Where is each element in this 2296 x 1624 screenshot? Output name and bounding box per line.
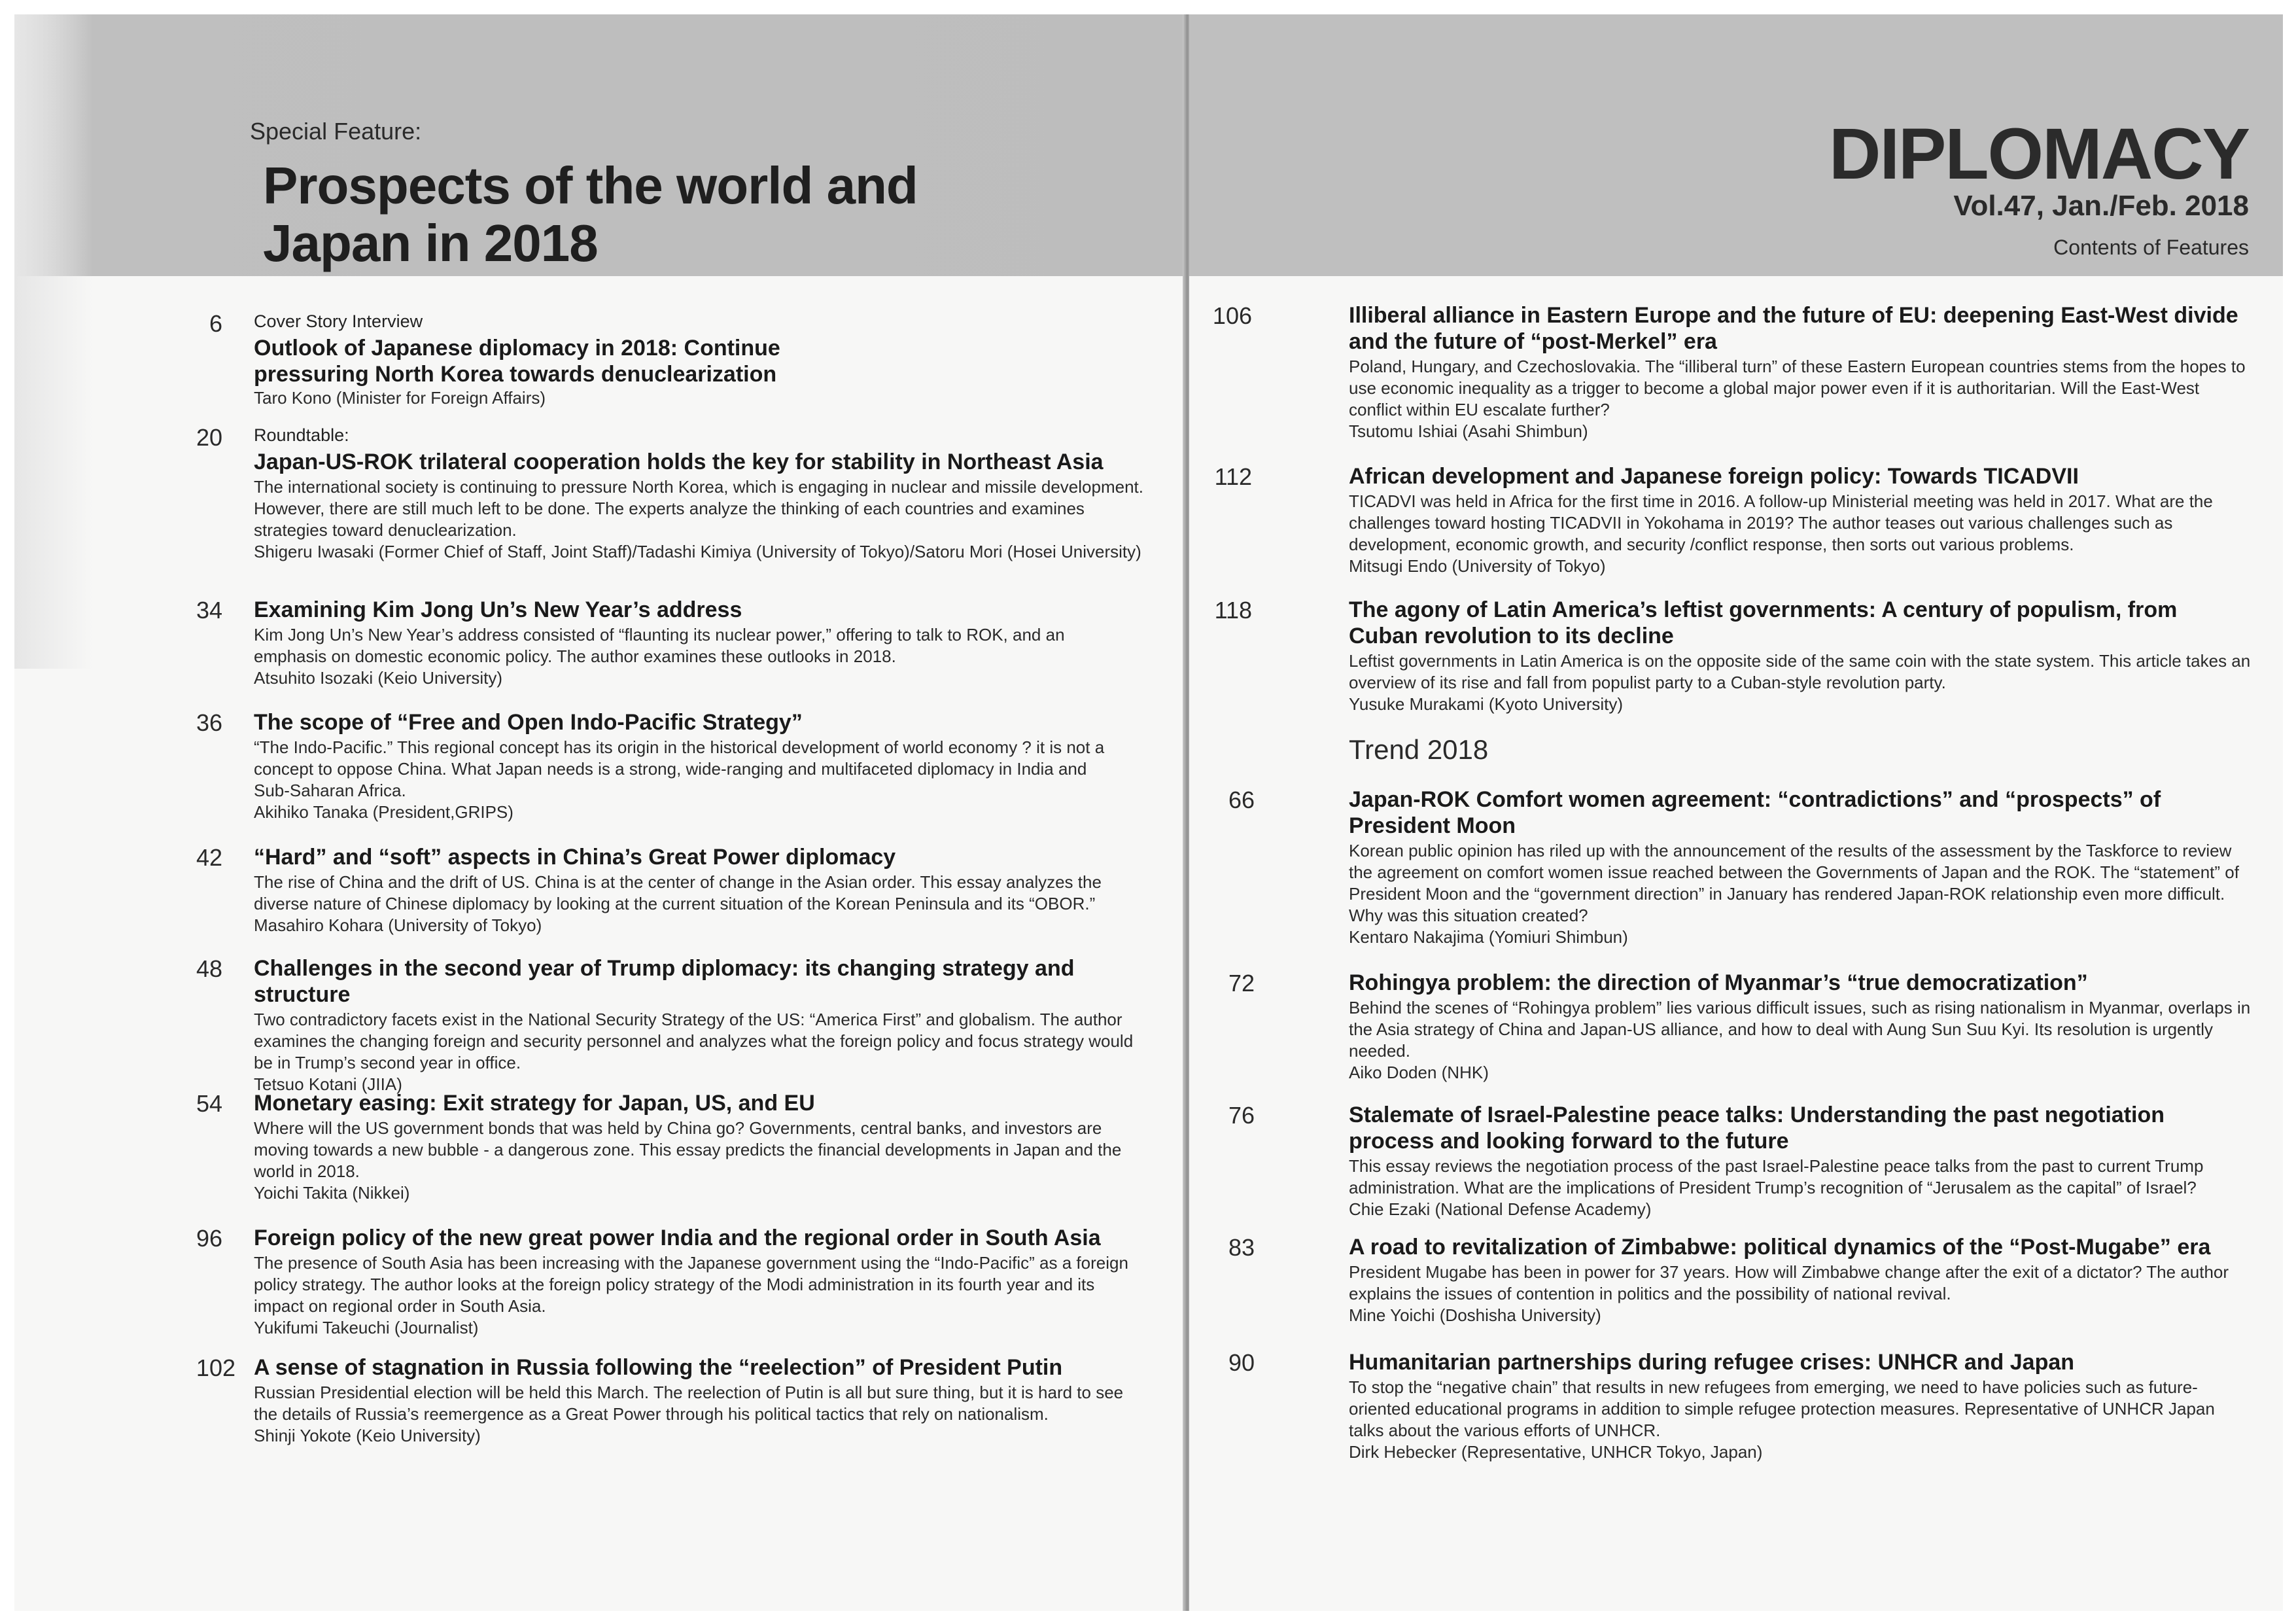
entry-title: Illiberal alliance in Eastern Europe and the future of EU: deepening East-West divide and the future of “post-Merkel” era bbox=[1349, 303, 2238, 354]
page-number: 112 bbox=[1214, 463, 1252, 490]
entry-description: “The Indo-Pacific.” This regional concept has its origin in the historical development of world economy ? it is not a concept to oppose China. What Japan needs is a strong, wide-ranging and multifaceted diplomacy in India and Sub-Saharan Africa. bbox=[254, 737, 1105, 800]
contents-subtitle: Contents of Features bbox=[2053, 236, 2249, 259]
page-number: 6 bbox=[209, 310, 222, 337]
special-feature-label: Special Feature: bbox=[250, 118, 422, 145]
entry-description: Russian Presidential election will be held this March. The reelection of Putin is all but sure thing, but it is hard to see the details of Russia’s reemergence as a Great Power through his political tactics that rely on nationalism. bbox=[254, 1383, 1124, 1424]
entry-author: Mitsugi Endo (University of Tokyo) bbox=[1349, 556, 1606, 576]
page-number: 72 bbox=[1228, 970, 1255, 997]
entry-title: Japan-US-ROK trilateral cooperation holds the key for stability in Northeast Asia bbox=[254, 450, 1104, 474]
entry-kicker: Cover Story Interview bbox=[254, 311, 423, 331]
entry-author: Chie Ezaki (National Defense Academy) bbox=[1349, 1199, 1652, 1219]
page-number: 118 bbox=[1214, 597, 1252, 624]
entry-description: The presence of South Asia has been increasing with the Japanese government using the “Indo-Pacific” as a foreign policy strategy. The author looks at the foreign policy strategy of the Modi administration in its fourth year and its impact on regional order in South Asia. bbox=[254, 1253, 1128, 1316]
entry-description: The rise of China and the drift of US. China is at the center of change in the Asian order. This essay analyzes the diverse nature of Chinese diplomacy by looking at the current situation of the Korean Peninsula and its “OBOR.” bbox=[254, 872, 1102, 913]
entry-author: Masahiro Kohara (University of Tokyo) bbox=[254, 915, 542, 935]
page-number: 90 bbox=[1228, 1349, 1255, 1376]
entry-author: Dirk Hebecker (Representative, UNHCR Tokyo, Japan) bbox=[1349, 1442, 1763, 1462]
entry-title: Humanitarian partnerships during refugee crises: UNHCR and Japan bbox=[1349, 1350, 2075, 1375]
entry-author: Taro Kono (Minister for Foreign Affairs) bbox=[254, 388, 546, 408]
magazine-volume: Vol.47, Jan./Feb. 2018 bbox=[1953, 190, 2249, 222]
entry-description: Kim Jong Un’s New Year’s address consisted of “flaunting its nuclear power,” offering to talk to ROK, and an emphasis on domestic economic policy. The author examines these outlooks in 2018. bbox=[254, 625, 1065, 666]
entry-author: Tsutomu Ishiai (Asahi Shimbun) bbox=[1349, 421, 1588, 441]
feature-title-line2: Japan in 2018 bbox=[263, 214, 598, 272]
page-number: 66 bbox=[1228, 786, 1255, 813]
entry-description: TICADVI was held in Africa for the first time in 2016. A follow-up Ministerial meeting was held in 2017. What are the challenges toward hosting TICADVII in Yokohama in 2019? The author teases out various challenges such as development, economic growth, and security /conflict response, then sorts out various problems. bbox=[1349, 491, 2213, 554]
entry-description: This essay reviews the negotiation process of the past Israel-Palestine peace talks from the past to current Trump administration. What are the implications of President Trump’s recognition of “Jerusalem as the capital” of Israel? bbox=[1349, 1156, 2204, 1197]
entry-title: Stalemate of Israel-Palestine peace talks: Understanding the past negotiation process and looking forward to the future bbox=[1349, 1103, 2165, 1154]
entry-title: African development and Japanese foreign policy: Towards TICADVII bbox=[1349, 464, 2079, 489]
entry-kicker: Roundtable: bbox=[254, 425, 349, 445]
entry-description: Two contradictory facets exist in the National Security Strategy of the US: “America First” and globalism. The author examines the changing foreign and security personnel and analyzes what the foreign policy and focus strategy would be in Trump’s second year in office. bbox=[254, 1010, 1134, 1072]
entry-author: Tetsuo Kotani (JIIA) bbox=[254, 1074, 402, 1094]
entry-description: President Mugabe has been in power for 37 years. How will Zimbabwe change after the exit of a dictator? The author explains the issues of contention in politics and the possibility of national revival. bbox=[1349, 1262, 2229, 1303]
page-number: 106 bbox=[1212, 302, 1252, 329]
entry-title: Japan-ROK Comfort women agreement: “contradictions” and “prospects” of President Moon bbox=[1349, 787, 2161, 838]
trend-section-heading: Trend 2018 bbox=[1349, 734, 1489, 765]
entry-title: A road to revitalization of Zimbabwe: political dynamics of the “Post-Mugabe” era bbox=[1349, 1235, 2211, 1260]
page-number: 20 bbox=[196, 424, 222, 451]
page-number: 102 bbox=[196, 1354, 235, 1381]
entry-description: Korean public opinion has riled up with the announcement of the results of the assessment by the Taskforce to review the agreement on comfort women issue reached between the Governments of Japan and the ROK. The “statement” of President Moon and the “government direction” in January has rendered Japan-ROK relationship even more difficult. Why was this situation created? bbox=[1349, 841, 2239, 925]
page-edge-shading bbox=[14, 14, 93, 669]
entry-title: Monetary easing: Exit strategy for Japan, US, and EU bbox=[254, 1091, 815, 1116]
entry-title: Rohingya problem: the direction of Myanmar’s “true democratization” bbox=[1349, 970, 2088, 995]
page-number: 42 bbox=[196, 844, 222, 871]
entry-title: The agony of Latin America’s leftist governments: A century of populism, from Cuban revolution to its decline bbox=[1349, 597, 2178, 648]
entry-description: To stop the “negative chain” that results in new refugees from emerging, we need to have policies such as future-oriented educational programs in addition to simple refugee protection measures. Representative of UNHCR Japan talks about the various efforts of UNHCR. bbox=[1349, 1377, 2215, 1440]
left-page bbox=[14, 14, 1185, 1611]
entry-title: Outlook of Japanese diplomacy in 2018: Continue pressuring North Korea towards denuclearization bbox=[254, 336, 780, 387]
right-page bbox=[1189, 14, 2283, 1611]
entry-title: A sense of stagnation in Russia following the “reelection” of President Putin bbox=[254, 1355, 1063, 1380]
page-number: 48 bbox=[196, 955, 222, 982]
entry-author: Yusuke Murakami (Kyoto University) bbox=[1349, 694, 1624, 714]
entry-author: Mine Yoichi (Doshisha University) bbox=[1349, 1305, 1601, 1325]
entry-title: Examining Kim Jong Un’s New Year’s address bbox=[254, 597, 742, 622]
entry-author: Aiko Doden (NHK) bbox=[1349, 1063, 1489, 1082]
entry-description: Poland, Hungary, and Czechoslovakia. The “illiberal turn” of these Eastern European countries stems from the hopes to use economic inequality as a trigger to become a global major power even if it is authoritarian. Will the East-West conflict within EU escalate further? bbox=[1349, 357, 2246, 419]
page-number: 54 bbox=[196, 1090, 222, 1117]
entry-description: Where will the US government bonds that was held by China go? Governments, central banks, and investors are moving towards a new bubble - a dangerous zone. This essay predicts the financial developments in Japan and the world in 2018. bbox=[254, 1118, 1122, 1181]
page-number: 96 bbox=[196, 1225, 222, 1252]
entry-description: Behind the scenes of “Rohingya problem” lies various difficult issues, such as rising nationalism in Myanmar, overlaps in the Asia strategy of China and Japan-US alliance, and how to deal with Aung Sun Suu Kyi. Its resolution is urgently needed. bbox=[1349, 998, 2251, 1061]
entry-title: Foreign policy of the new great power India and the regional order in South Asia bbox=[254, 1226, 1101, 1250]
entry-author: Yoichi Takita (Nikkei) bbox=[254, 1183, 410, 1203]
page-number: 83 bbox=[1228, 1234, 1255, 1261]
entry-author: Yukifumi Takeuchi (Journalist) bbox=[254, 1318, 479, 1337]
entry-author: Akihiko Tanaka (President,GRIPS) bbox=[254, 802, 513, 822]
magazine-title: DIPLOMACY bbox=[1829, 114, 2249, 194]
entry-author: Kentaro Nakajima (Yomiuri Shimbun) bbox=[1349, 927, 1628, 947]
entry-author: Atsuhito Isozaki (Keio University) bbox=[254, 668, 503, 688]
feature-title-line1: Prospects of the world and bbox=[263, 156, 918, 215]
page-number: 34 bbox=[196, 597, 222, 624]
entry-description: The international society is continuing to pressure North Korea, which is engaging in nuclear and missile development. However, there are still much left to be done. The experts analyze the thinking of each countries and examines strategies toward denuclearization. bbox=[254, 477, 1143, 540]
page-number: 36 bbox=[196, 709, 222, 736]
entry-title: “Hard” and “soft” aspects in China’s Great Power diplomacy bbox=[254, 845, 896, 870]
entry-title: Challenges in the second year of Trump diplomacy: its changing strategy and structure bbox=[254, 956, 1075, 1007]
feature-title bbox=[263, 157, 1048, 272]
entry-author: Shigeru Iwasaki (Former Chief of Staff, Joint Staff)/Tadashi Kimiya (University of Tokyo)/Satoru Mori (Hosei University) bbox=[254, 542, 1141, 561]
entry-description: Leftist governments in Latin America is on the opposite side of the same coin with the state system. This article takes an overview of its rise and fall from populist party to a Cuban-style revolution party. bbox=[1349, 651, 2251, 692]
entry-title: The scope of “Free and Open Indo-Pacific Strategy” bbox=[254, 710, 803, 735]
page-number: 76 bbox=[1228, 1102, 1255, 1129]
entry-author: Shinji Yokote (Keio University) bbox=[254, 1426, 481, 1445]
